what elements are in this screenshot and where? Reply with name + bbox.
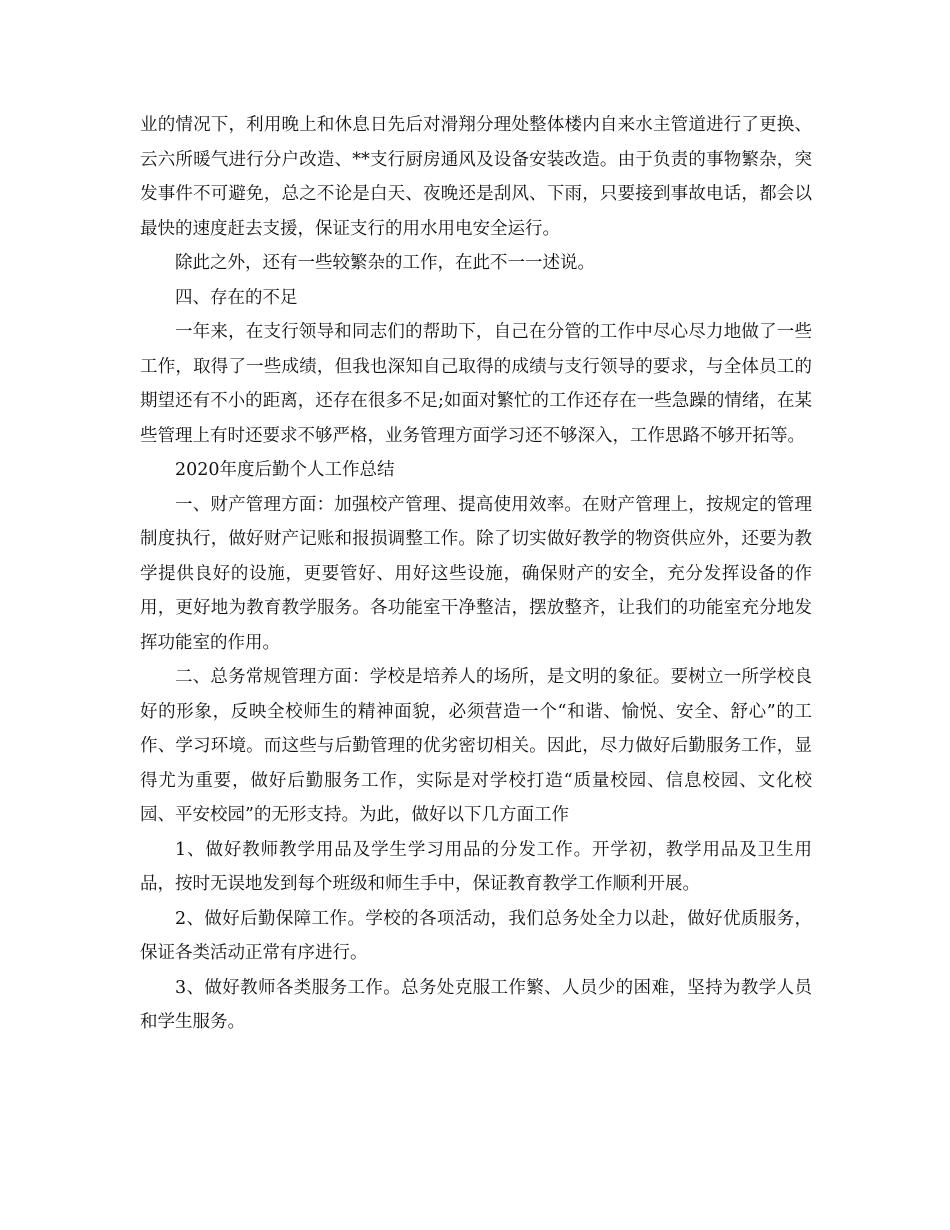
paragraph-property-management: 一、财产管理方面：加强校产管理、提高使用效率。在财产管理上，按规定的管理制度执行，做好财产记账和报损调整工作。除了切实做好教学的物资供应外，还要为教学提供良好的设施，更要管好、用好这些设施，确保财产的安全，充分发挥设备的作用，更好地为教育教学服务。各功能室干净整洁，摆放整齐，让我们的功能室充分地发挥功能室的作用。: [140, 494, 812, 653]
paragraph-other-work: 除此之外，还有一些较繁杂的工作，在此不一一述说。: [175, 253, 595, 273]
list-item-logistics: 2、做好后勤保障工作。学校的各项活动，我们总务处全力以赴，做好优质服务，保证各类活动正常有序进行。: [140, 908, 812, 963]
list-item-services: 3、做好教师各类服务工作。总务处克服工作繁、人员少的困难，坚持为教学人员和学生服务。: [140, 977, 812, 1032]
paragraph-continuation: 业的情况下，利用晚上和休息日先后对滑翔分理处整体楼内自来水主管道进行了更换、云六所暖气进行分户改造、**支行厨房通风及设备安装改造。由于负责的事物繁杂，突发事件不可避免，总之不论是白天、夜晚还是刮风、下雨，只要接到事故电话，都会以最快的速度赶去支援，保证支行的用水用电安全运行。: [140, 115, 812, 239]
list-item-supplies: 1、做好教师教学用品及学生学习用品的分发工作。开学初，教学用品及卫生用品，按时无误地发到每个班级和师生手中，保证教育教学工作顺利开展。: [140, 839, 812, 894]
paragraph-general-affairs: 二、总务常规管理方面：学校是培养人的场所，是文明的象征。要树立一所学校良好的形象，反映全校师生的精神面貌，必须营造一个“和谐、愉悦、安全、舒心”的工作、学习环境。而这些与后勤管理的优劣密切相关。因此，尽力做好后勤服务工作，显得尤为重要，做好后勤服务工作，实际是对学校打造“质量校园、信息校园、文化校园、平安校园”的无形支持。为此，做好以下几方面工作: [140, 667, 812, 825]
document-title: 2020年度后勤个人工作总结: [175, 460, 395, 480]
paragraph-shortcomings: 一年来，在支行领导和同志们的帮助下，自己在分管的工作中尽心尽力地做了一些工作，取得了一些成绩，但我也深知自己取得的成绩与支行领导的要求，与全体员工的期望还有不小的距离，还存在很多不足;如面对繁忙的工作还存在一些急躁的情绪，在某些管理上有时还要求不够严格，业务管理方面学习还不够深入，工作思路不够开拓等。: [140, 322, 812, 446]
document-page: [140, 108, 812, 1040]
section-heading-shortcomings: 四、存在的不足: [175, 287, 298, 308]
